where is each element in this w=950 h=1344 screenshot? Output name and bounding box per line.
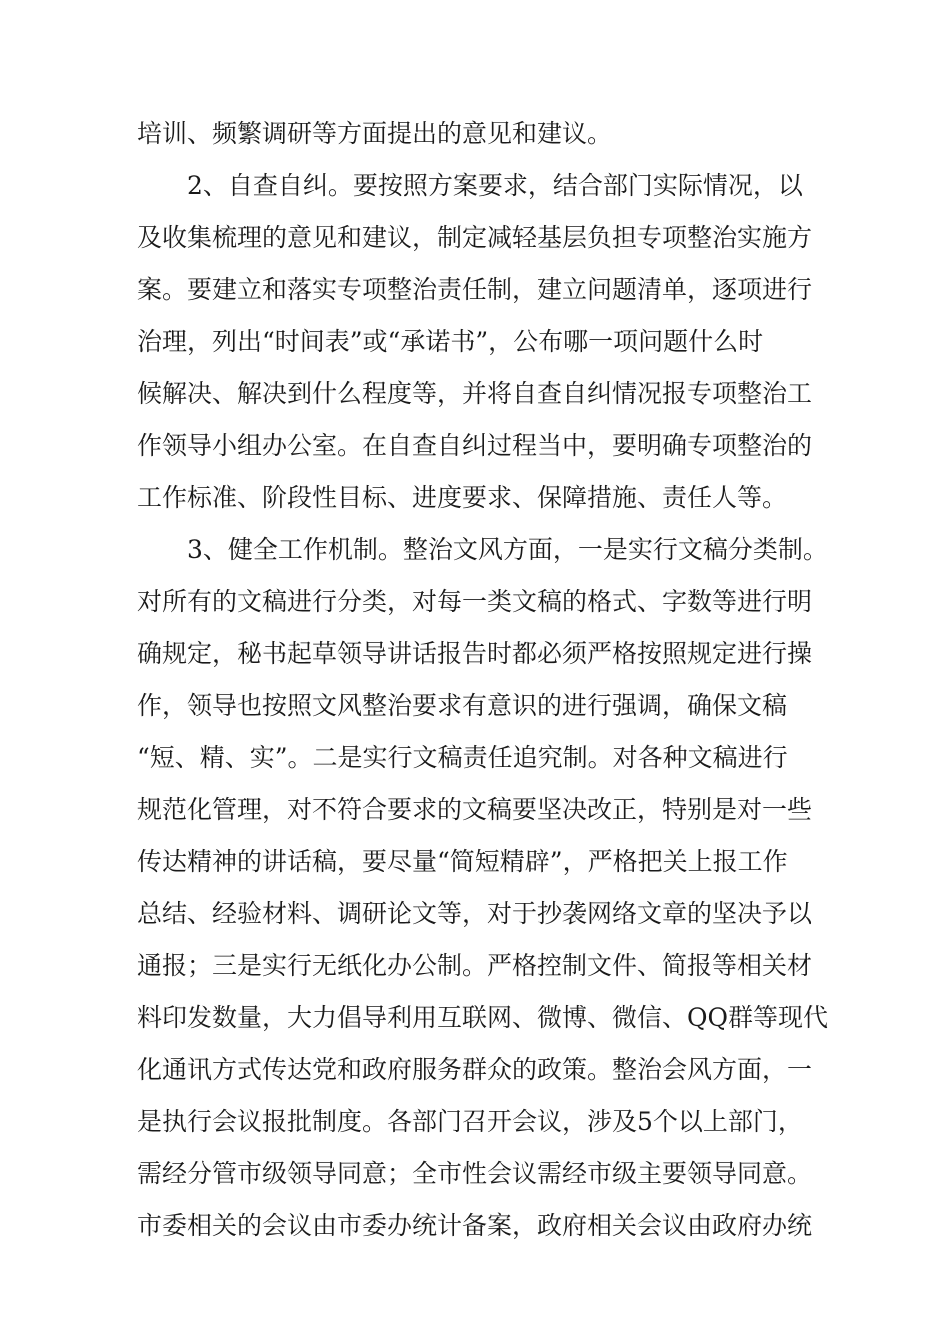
text-line: 是执行会议报批制度。各部门召开会议，涉及5个以上部门， <box>137 1107 803 1136</box>
text-line: 作领导小组办公室。在自查自纠过程当中，要明确专项整治的 <box>137 431 813 460</box>
text-line: 确规定，秘书起草领导讲话报告时都必须严格按照规定进行操 <box>137 639 813 668</box>
text-line: 培训、频繁调研等方面提出的意见和建议。 <box>137 119 613 148</box>
text-line: 作，领导也按照文风整治要求有意识的进行强调，确保文稿 <box>137 691 788 720</box>
text-line: 市委相关的会议由市委办统计备案，政府相关会议由政府办统 <box>137 1211 813 1240</box>
text-line: 总结、经验材料、调研论文等，对于抄袭网络文章的坚决予以 <box>137 899 813 928</box>
text-line: 料印发数量，大力倡导利用互联网、微博、微信、QQ群等现代 <box>137 1003 828 1032</box>
body-text <box>137 108 827 1252</box>
text-line: 传达精神的讲话稿，要尽量“简短精辟”，严格把关上报工作 <box>137 847 788 876</box>
text-line: 治理，列出“时间表”或“承诺书”，公布哪一项问题什么时 <box>137 327 764 356</box>
text-line: 需经分管市级领导同意；全市性会议需经市级主要领导同意。 <box>137 1159 813 1188</box>
text-line: “短、精、实”。二是实行文稿责任追究制。对各种文稿进行 <box>137 743 788 772</box>
text-line: 及收集梳理的意见和建议，制定减轻基层负担专项整治实施方 <box>137 223 813 252</box>
text-line: 规范化管理，对不符合要求的文稿要坚决改正，特别是对一些 <box>137 795 813 824</box>
text-line: 3、健全工作机制。整治文风方面，一是实行文稿分类制。 <box>187 535 828 564</box>
text-line: 对所有的文稿进行分类，对每一类文稿的格式、字数等进行明 <box>137 587 813 616</box>
text-line: 工作标准、阶段性目标、进度要求、保障措施、责任人等。 <box>137 483 788 512</box>
text-line: 化通讯方式传达党和政府服务群众的政策。整治会风方面，一 <box>137 1055 813 1084</box>
text-line: 案。要建立和落实专项整治责任制，建立问题清单，逐项进行 <box>137 275 813 304</box>
text-line: 2、自查自纠。要按照方案要求，结合部门实际情况，以 <box>187 171 803 200</box>
text-line: 通报；三是实行无纸化办公制。严格控制文件、简报等相关材 <box>137 951 813 980</box>
text-line: 候解决、解决到什么程度等，并将自查自纠情况报专项整治工 <box>137 379 813 408</box>
